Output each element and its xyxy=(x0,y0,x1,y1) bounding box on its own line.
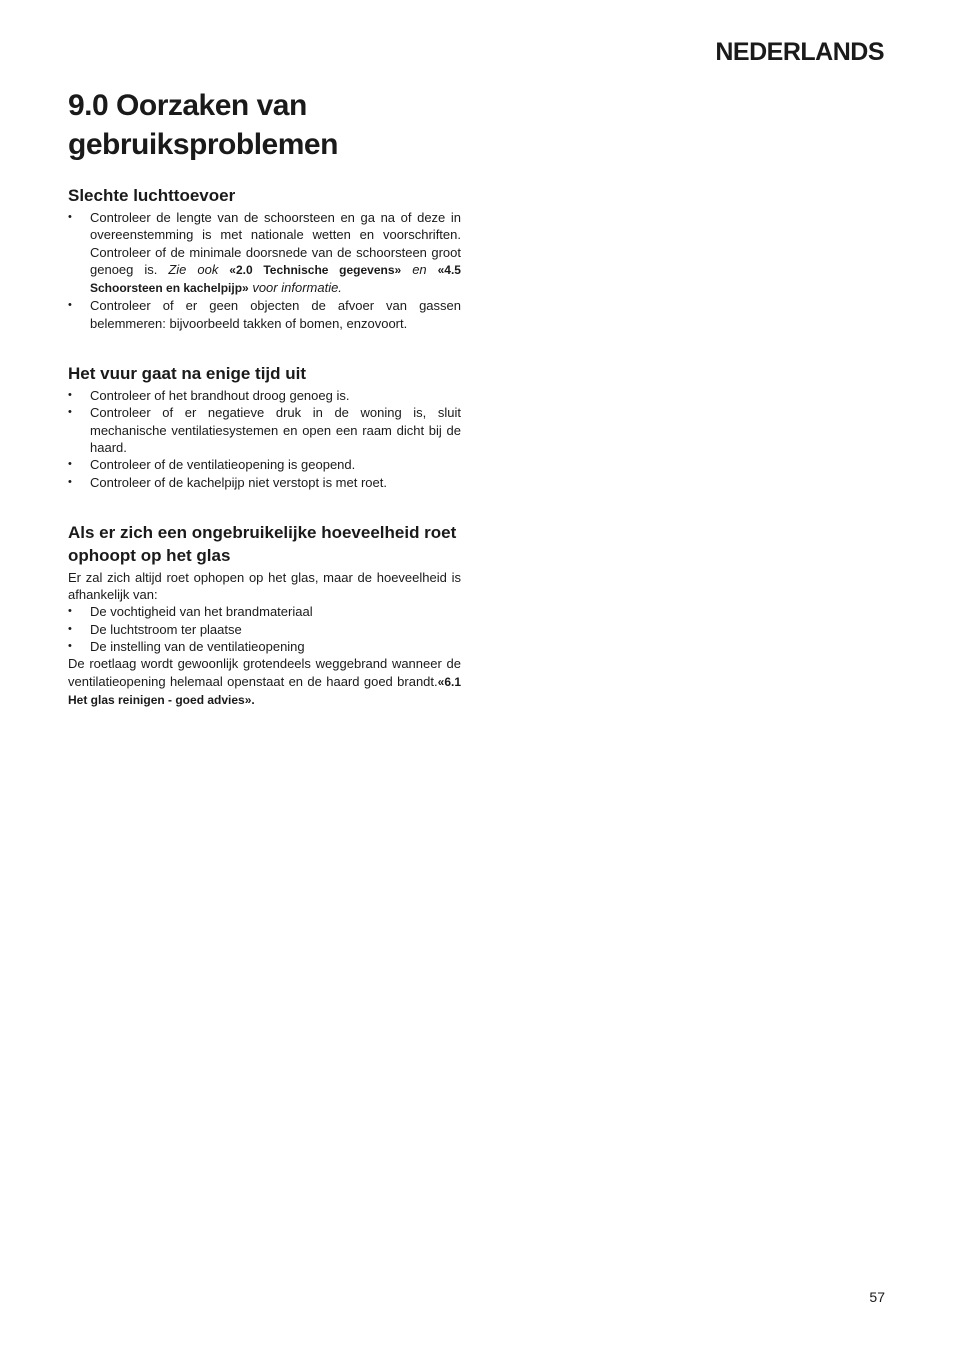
outro-paragraph: De roetlaag wordt gewoonlijk grotendeels weggebrand wanneer de ventilatieopening helemaal openstaat en de haard goed brandt.«6.1 Het glas reinigen - goed advies». xyxy=(68,656,461,707)
list-item: • De luchtstroom ter plaatse xyxy=(68,621,461,638)
list-item: • Controleer of er negatieve druk in de woning is, sluit mechanische ventilatiesystemen en open een raam dicht bij de haard. xyxy=(68,404,461,456)
page-number: 57 xyxy=(869,1289,885,1305)
list-item: • Controleer of de ventilatieopening is geopend. xyxy=(68,456,461,473)
list-item: • Controleer de lengte van de schoorsteen en ga na of deze in overeenstemming is met nationale wetten en voorschriften. Controleer of de minimale doorsnede van de schoorsteen groot genoeg is. Zie ook «2.0 Technische gegevens» en «4.5 Schoorsteen en kachelpijp» voor informatie. xyxy=(68,209,461,297)
page-title: 9.0 Oorzaken van gebruiksproblemen xyxy=(68,89,338,161)
bullet-list xyxy=(68,603,461,655)
language-label: NEDERLANDS xyxy=(715,38,884,66)
section-heading: Als er zich een ongebruikelijke hoeveelheid roet ophoopt op het glas xyxy=(68,522,457,565)
intro-paragraph: Er zal zich altijd roet ophopen op het glas, maar de hoeveelheid is afhankelijk van: xyxy=(68,569,461,603)
reference-link: «4.5 Schoorsteen en kachelpijp» xyxy=(90,262,461,296)
bullet-list xyxy=(68,209,461,332)
list-item: • De instelling van de ventilatieopening xyxy=(68,638,461,655)
reference-link: «6.1 Het glas reinigen - goed advies». xyxy=(68,674,461,707)
list-item: • De vochtigheid van het brandmateriaal xyxy=(68,603,461,620)
section-heading: Slechte luchttoevoer xyxy=(68,186,236,205)
content-column xyxy=(68,86,461,739)
section-heading: Het vuur gaat na enige tijd uit xyxy=(68,364,307,384)
list-item: • Controleer of de kachelpijp niet verstopt is met roet. xyxy=(68,474,461,491)
list-item: • Controleer of er geen objecten de afvoer van gassen belemmeren: bijvoorbeeld takken of bomen, enzovoort. xyxy=(68,297,461,332)
section-fire-goes-out xyxy=(68,362,461,491)
section-air-supply xyxy=(68,184,461,332)
bullet-list xyxy=(68,387,461,491)
list-item: • Controleer of het brandhout droog genoeg is. xyxy=(68,387,461,404)
reference-link: «2.0 Technische gegevens» xyxy=(229,262,402,277)
section-soot-on-glass xyxy=(68,521,461,709)
